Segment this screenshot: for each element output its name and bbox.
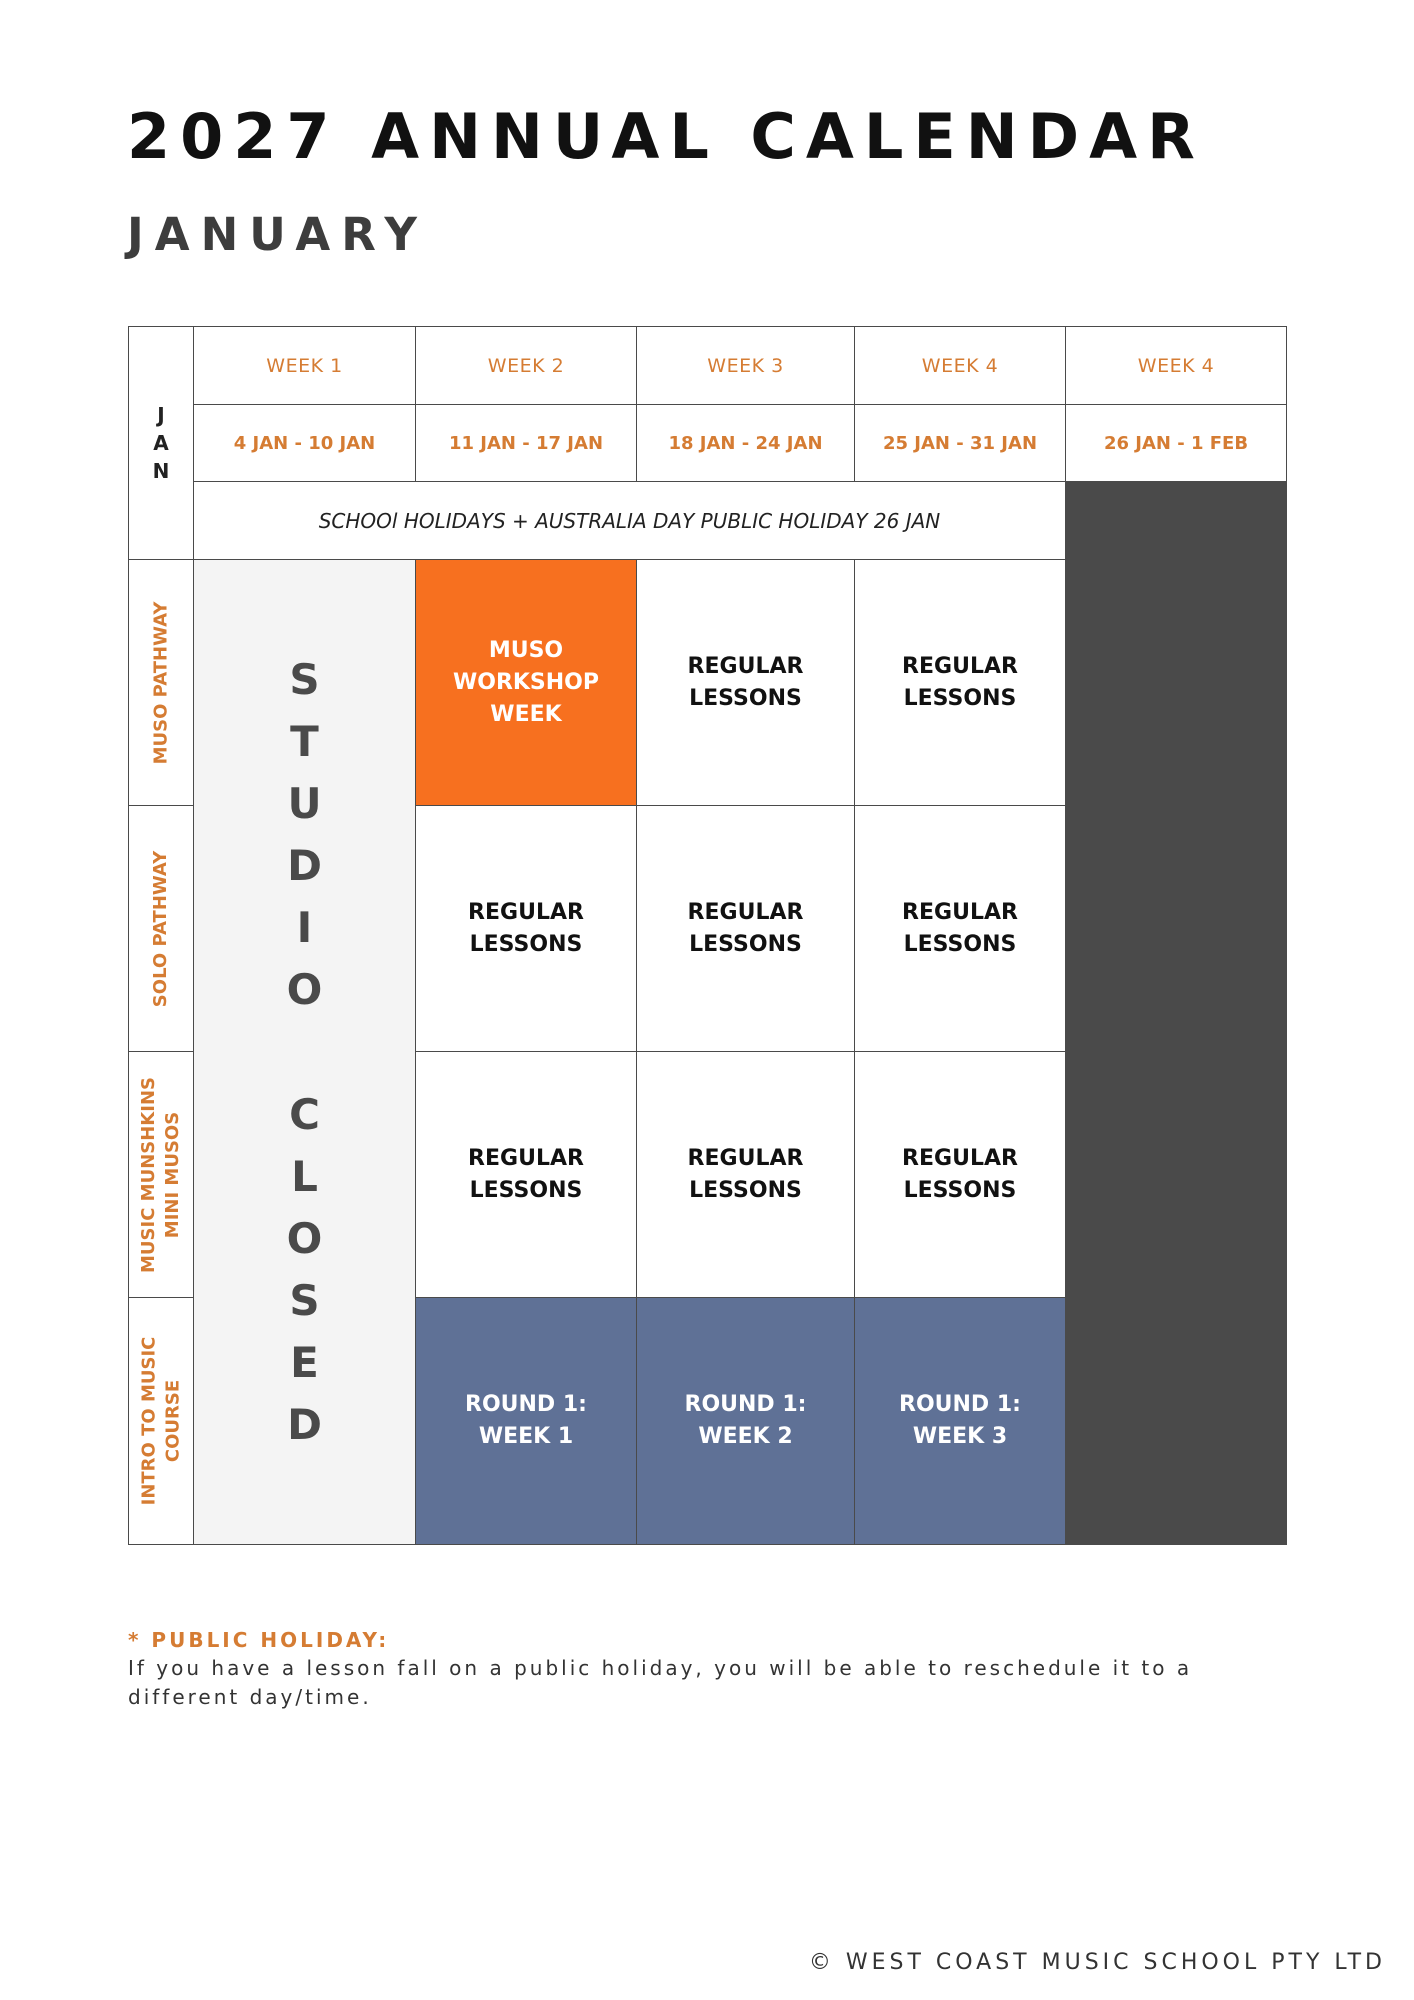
month-letter: J bbox=[157, 403, 165, 427]
schedule-cell bbox=[854, 559, 1066, 806]
cell-text: LESSONS bbox=[469, 931, 583, 957]
cell-text: REGULAR bbox=[687, 899, 804, 925]
closed-letter: T bbox=[290, 716, 319, 766]
closed-letter: D bbox=[287, 840, 322, 890]
cell-text: REGULAR bbox=[902, 653, 1018, 679]
cell-text: ROUND 1: bbox=[684, 1392, 807, 1417]
page-title: 2027 ANNUAL CALENDAR bbox=[127, 100, 1205, 173]
holiday-banner: SCHOOl HOLIDAYS + AUSTRALIA DAY PUBLIC HOLIDAY 26 JAN bbox=[193, 481, 1066, 560]
closed-letter: O bbox=[286, 1213, 323, 1263]
closed-letter: O bbox=[286, 964, 323, 1014]
closed-letter: S bbox=[289, 654, 320, 704]
week-header: WEEK 2 bbox=[415, 326, 637, 405]
cell-text: LESSONS bbox=[689, 1177, 802, 1203]
row-label-text: MUSO PATHWAY bbox=[150, 601, 172, 764]
month-letter: N bbox=[152, 459, 170, 483]
schedule-cell-intro-course bbox=[636, 1297, 855, 1545]
row-label-solo-pathway bbox=[128, 805, 194, 1052]
week-date-range: 4 JAN - 10 JAN bbox=[193, 404, 416, 482]
cell-text: WEEK 2 bbox=[698, 1424, 793, 1449]
copyright-footer: © WEST COAST MUSIC SCHOOL PTY LTD bbox=[808, 1950, 1386, 1975]
closed-letter: C bbox=[289, 1089, 320, 1139]
cell-text: MUSO bbox=[488, 637, 564, 663]
closed-letter: D bbox=[287, 1399, 322, 1449]
cell-text: LESSONS bbox=[903, 685, 1017, 711]
row-label-text: COURSE bbox=[162, 1379, 183, 1463]
closed-letter: S bbox=[289, 1275, 320, 1325]
week-header: WEEK 3 bbox=[636, 326, 855, 405]
cell-text: WEEK 1 bbox=[478, 1424, 574, 1449]
cell-text: LESSONS bbox=[469, 1177, 583, 1203]
cell-text: REGULAR bbox=[902, 1145, 1018, 1171]
row-label-muso-pathway bbox=[128, 559, 194, 806]
cell-text: LESSONS bbox=[689, 685, 802, 711]
schedule-cell bbox=[854, 805, 1066, 1052]
row-label-text: MINI MUSOS bbox=[162, 1111, 183, 1238]
calendar-grid bbox=[128, 326, 1286, 1544]
schedule-cell bbox=[854, 1051, 1066, 1298]
schedule-cell-workshop bbox=[415, 559, 637, 806]
closed-letter: U bbox=[287, 778, 322, 828]
cell-text: LESSONS bbox=[689, 931, 802, 957]
schedule-cell bbox=[636, 1051, 855, 1298]
closed-letter: E bbox=[290, 1337, 319, 1387]
row-label-music-munshkins bbox=[128, 1051, 194, 1298]
month-side-label bbox=[128, 326, 194, 560]
week-header: WEEK 1 bbox=[193, 326, 416, 405]
cell-text: REGULAR bbox=[468, 1145, 584, 1171]
cell-text: WORKSHOP bbox=[452, 669, 600, 695]
note-heading: * PUBLIC HOLIDAY: bbox=[128, 1628, 390, 1652]
closed-letter: I bbox=[296, 902, 313, 952]
cell-text: ROUND 1: bbox=[465, 1392, 587, 1417]
cell-text: WEEK bbox=[490, 701, 562, 727]
schedule-cell-intro-course bbox=[854, 1297, 1066, 1545]
schedule-cell bbox=[415, 1051, 637, 1298]
closed-letter: L bbox=[291, 1151, 318, 1201]
week-date-range: 11 JAN - 17 JAN bbox=[415, 404, 637, 482]
week-header: WEEK 4 bbox=[854, 326, 1066, 405]
cell-text: WEEK 3 bbox=[912, 1424, 1008, 1449]
public-holiday-note bbox=[128, 1628, 1298, 1712]
row-label-text: INTRO TO MUSIC bbox=[138, 1336, 159, 1506]
row-label-intro-to-music bbox=[128, 1297, 194, 1545]
row-label-text: SOLO PATHWAY bbox=[150, 850, 171, 1007]
schedule-cell bbox=[415, 805, 637, 1052]
week-date-range: 26 JAN - 1 FEB bbox=[1065, 404, 1287, 482]
month-title: JANUARY bbox=[127, 208, 428, 261]
cell-text: LESSONS bbox=[903, 1177, 1017, 1203]
schedule-cell-intro-course bbox=[415, 1297, 637, 1545]
note-text: If you have a lesson fall on a public holiday, you will be able to reschedule it to a different day/time. bbox=[128, 1656, 1193, 1709]
week-date-range: 18 JAN - 24 JAN bbox=[636, 404, 855, 482]
cell-text: REGULAR bbox=[687, 1145, 804, 1171]
cell-text: ROUND 1: bbox=[899, 1392, 1021, 1417]
studio-closed-column bbox=[193, 559, 416, 1545]
cell-text: REGULAR bbox=[687, 653, 804, 679]
cell-text: LESSONS bbox=[903, 931, 1017, 957]
row-label-text: MUSIC MUNSHKINS bbox=[138, 1076, 159, 1273]
week-date-range: 25 JAN - 31 JAN bbox=[854, 404, 1066, 482]
schedule-cell bbox=[636, 805, 855, 1052]
week-header: WEEK 4 bbox=[1065, 326, 1287, 405]
cell-text: REGULAR bbox=[468, 899, 584, 925]
inactive-week-column bbox=[1065, 481, 1287, 1545]
schedule-cell bbox=[636, 559, 855, 806]
cell-text: REGULAR bbox=[902, 899, 1018, 925]
month-letter: A bbox=[153, 431, 169, 455]
